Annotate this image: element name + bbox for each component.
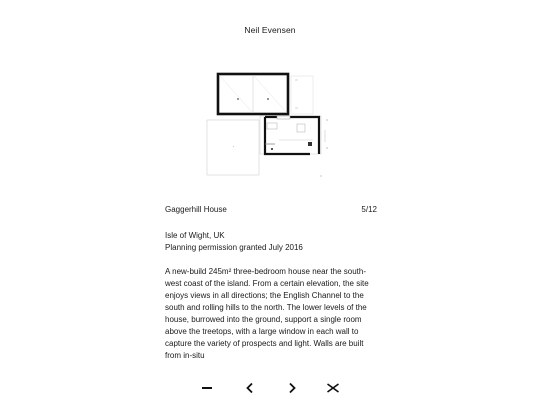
project-counter: 5/12: [361, 205, 377, 214]
minus-icon: [200, 381, 214, 395]
chevron-left-icon: [243, 381, 257, 395]
close-button[interactable]: [323, 378, 343, 398]
project-status: Planning permission granted July 2016: [165, 243, 303, 252]
navigation-bar: [197, 378, 347, 398]
floor-plan-image: [205, 68, 335, 183]
collapse-button[interactable]: [197, 378, 217, 398]
next-button[interactable]: [282, 378, 302, 398]
description-text: A new-build 245m² three-bedroom house near the south-west coast of the island. From a certain elevation, the site enjoys views in all directions; the English Channel to the south and rolling hills to the north. The lower levels of the house, burrowed into the ground, support a single room above the treetops, with a large window in each wall to capture the variety of prospects and light. Walls are built from in-situ: [165, 267, 369, 360]
project-name: Gaggerhill House: [165, 205, 227, 214]
project-header: [165, 205, 377, 214]
project-location: Isle of Wight, UK: [165, 231, 225, 240]
close-icon: [326, 381, 340, 395]
previous-button[interactable]: [240, 378, 260, 398]
site-title[interactable]: Neil Evensen: [244, 25, 296, 35]
project-description: [165, 266, 380, 360]
project-details: [165, 230, 303, 254]
chevron-right-icon: [285, 381, 299, 395]
